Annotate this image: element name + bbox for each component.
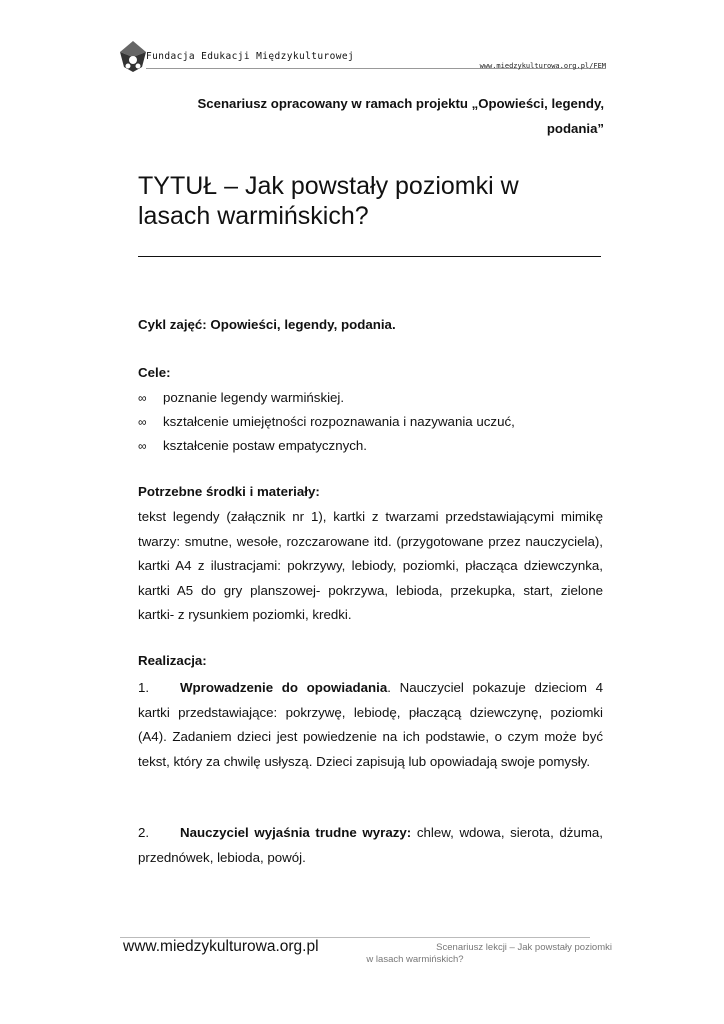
footer-url[interactable]: www.miedzykulturowa.org.pl	[123, 938, 319, 955]
footer-note-line-1: Scenariusz lekcji – Jak powstały poziomki	[436, 942, 612, 953]
fem-logo-icon	[118, 40, 148, 74]
goals-heading: Cele:	[138, 365, 171, 380]
materials-text: tekst legendy (załącznik nr 1), kartki z twarzami przedstawiającymi mimikę twarzy: smutne, wesołe, rozczarowane itd. (przygotowane przez nauczyciela), kartki A4 z ilustracjami: pokrzywy, lebiody, poziomki, płacząca dziewczynka, kartki A5 do gry planszowej- pokrzywa, lebioda, przekupka, start, zielone kartki- z rysunkiem poziomki, kredki.	[138, 509, 603, 622]
goal-text: poznanie legendy warmińskiej.	[163, 390, 345, 405]
organization-name: Fundacja Edukacji Międzykulturowej	[146, 51, 355, 62]
infinity-bullet-icon: ∞	[138, 415, 147, 429]
list-item	[138, 434, 608, 458]
project-note	[144, 91, 604, 141]
footer-note-line-2: w lasach warmińskich?	[366, 954, 464, 965]
materials-heading: Potrzebne środki i materiały:	[138, 484, 320, 499]
organization-url[interactable]: www.miedzykulturowa.org.pl/FEM	[479, 62, 606, 70]
lesson-cycle: Cykl zajęć: Opowieści, legendy, podania.	[138, 317, 396, 332]
project-note-line-2: podania”	[546, 121, 604, 136]
goals-list	[138, 386, 608, 458]
step-title: Wprowadzenie do opowiadania	[180, 680, 388, 695]
step-text: . Nauczyciel pokazuje dzieciom 4 kartki przedstawiające: pokrzywę, lebiodę, płaczącą dziewczynę, poziomki (A4). Zadaniem dzieci jest powiedzenie na ich podstawie, o czym może być tekst, który za chwilę usłyszą. Dzieci zapisują lub opowiadają swoje pomysły.	[138, 680, 603, 769]
step-text: chlew, wdowa, sierota, dżuma, przednówek, lebioda, powój.	[138, 825, 603, 865]
infinity-bullet-icon: ∞	[138, 439, 147, 453]
step-1	[138, 676, 603, 774]
realization-heading: Realizacja:	[138, 653, 207, 668]
step-number: 2.	[138, 825, 150, 840]
step-2	[138, 821, 603, 870]
project-note-line-1: Scenariusz opracowany w ramach projektu „Opowieści, legendy,	[197, 96, 604, 111]
document-title	[138, 171, 608, 231]
title-underline	[138, 256, 601, 257]
step-title: Nauczyciel wyjaśnia trudne wyrazy:	[180, 825, 412, 840]
document-header	[118, 40, 608, 76]
infinity-bullet-icon: ∞	[138, 391, 147, 405]
title-line-2: lasach warmińskich?	[138, 202, 369, 230]
goal-text: kształcenie postaw empatycznych.	[163, 438, 367, 453]
title-line-1: TYTUŁ – Jak powstały poziomki w	[138, 172, 519, 200]
step-number: 1.	[138, 680, 150, 695]
list-item	[138, 386, 608, 410]
goal-text: kształcenie umiejętności rozpoznawania i nazywania uczuć,	[163, 414, 515, 429]
list-item	[138, 410, 608, 434]
